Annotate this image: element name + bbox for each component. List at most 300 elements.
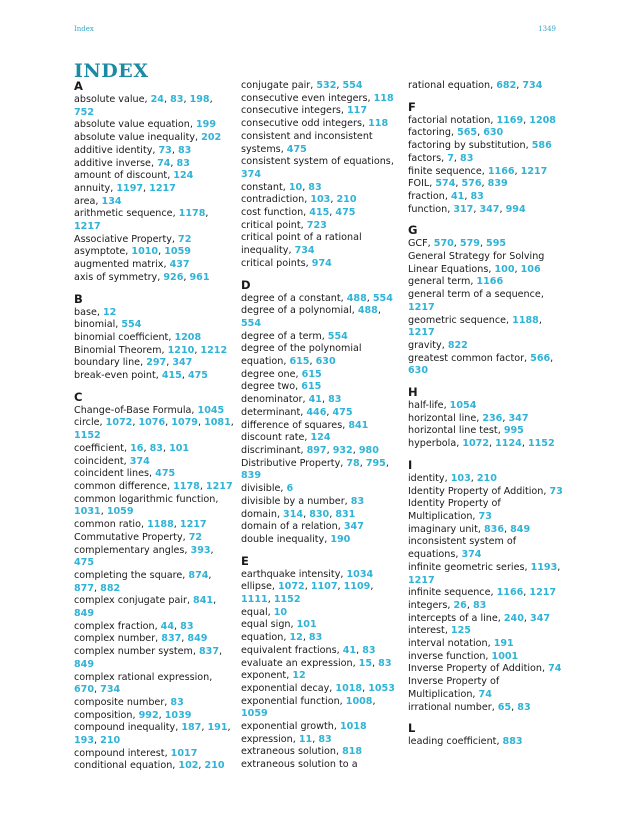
page-reference-link[interactable]: 437 — [169, 259, 190, 271]
page-reference-link[interactable]: 1017 — [170, 747, 198, 759]
page-reference-link[interactable]: 849 — [187, 633, 208, 645]
page-reference-link[interactable]: 101 — [296, 619, 317, 631]
index-entry: half-life, 1054 — [408, 400, 477, 412]
index-entry: horizontal line test, 995 — [408, 425, 524, 437]
page-reference-link[interactable]: 83 — [470, 190, 484, 202]
page-reference-link[interactable]: 1217 — [520, 165, 548, 177]
page-reference-link[interactable]: 72 — [188, 531, 203, 543]
page-reference-link[interactable]: 347 — [479, 203, 500, 215]
page-reference-link[interactable]: 12 — [102, 306, 117, 318]
index-entry: determinant, 446, 475 — [241, 406, 353, 418]
index-term: horizontal line test — [408, 425, 498, 437]
page-reference-link[interactable]: 1210 — [167, 344, 195, 356]
index-entry: intercepts of a line, 240, 347 — [408, 612, 551, 624]
index-term: leading coefficient — [408, 736, 497, 748]
page-reference-link[interactable]: 723 — [306, 219, 327, 231]
page-reference-link[interactable]: 475 — [74, 557, 95, 569]
page-reference-link[interactable]: 1111 — [241, 594, 268, 606]
page-reference-link[interactable]: 73 — [158, 144, 172, 156]
page-reference-link[interactable]: 586 — [531, 140, 552, 152]
index-entry: conditional equation, 102, 210 — [74, 760, 225, 772]
page-reference-link[interactable]: 1010 — [131, 246, 159, 258]
page-reference-link[interactable]: 839 — [241, 470, 262, 482]
index-term: discriminant — [241, 444, 301, 456]
page-reference-link[interactable]: 83 — [149, 442, 163, 454]
index-term: Inverse Property of Multiplication — [408, 676, 500, 700]
index-term: binomial — [74, 319, 116, 331]
page-reference-link[interactable]: 795 — [365, 457, 386, 469]
page-reference-link[interactable]: 1072 — [105, 417, 133, 429]
index-term: augmented matrix — [74, 259, 164, 271]
index-entry: evaluate an expression, 15, 83 — [241, 657, 392, 669]
page-reference-link[interactable]: 83 — [472, 599, 487, 611]
page-reference-link[interactable]: 570 — [433, 238, 454, 250]
page-reference-link[interactable]: 210 — [476, 472, 497, 484]
index-term: absolute value — [74, 94, 145, 105]
page-reference-link[interactable]: 1217 — [529, 587, 557, 599]
page-reference-link[interactable]: 101 — [169, 442, 190, 454]
page-reference-link[interactable]: 1208 — [529, 114, 556, 126]
index-term: compound inequality — [74, 722, 176, 734]
index-term: asymptote — [74, 246, 126, 258]
page-reference-link[interactable]: 41 — [450, 190, 465, 202]
page-reference-link[interactable]: 1166 — [487, 165, 515, 177]
index-term: base — [74, 306, 97, 318]
index-term: exponent — [241, 670, 287, 682]
page-reference-link[interactable]: 44 — [160, 620, 175, 632]
page-reference-link[interactable]: 106 — [520, 263, 541, 275]
page-reference-link[interactable]: 15 — [358, 657, 373, 669]
page-reference-link[interactable]: 41 — [308, 394, 322, 406]
page-reference-link[interactable]: 566 — [530, 352, 551, 364]
page-reference-link[interactable]: 670 — [74, 684, 95, 696]
page-reference-link[interactable]: 118 — [368, 118, 389, 130]
index-entry: Inverse Property of Multiplication, 74 — [408, 676, 500, 700]
page-reference-link[interactable]: 10 — [273, 606, 288, 618]
page-reference-link[interactable]: 1197 — [116, 182, 144, 194]
index-term: identity — [408, 472, 445, 484]
page-reference-link[interactable]: 198 — [189, 94, 210, 105]
index-term: complex number — [74, 633, 156, 645]
page-reference-link[interactable]: 7 — [447, 152, 454, 164]
index-column-2 — [241, 80, 401, 772]
page-reference-link[interactable]: 415 — [161, 370, 182, 382]
page-reference-link[interactable]: 78 — [346, 457, 360, 469]
page-reference-link[interactable]: 16 — [130, 442, 144, 454]
page-reference-link[interactable]: 849 — [74, 608, 95, 620]
page-reference-link[interactable]: 83 — [176, 157, 190, 169]
page-reference-link[interactable]: 83 — [170, 696, 184, 708]
index-term: domain — [241, 508, 277, 520]
page-reference-link[interactable]: 1072 — [462, 438, 490, 450]
index-entry: consecutive integers, 117 — [241, 105, 368, 117]
page-reference-link[interactable]: 103 — [450, 472, 471, 484]
page-reference-link[interactable]: 841 — [348, 419, 369, 431]
index-column-3 — [408, 80, 568, 749]
page-reference-link[interactable]: 65 — [497, 701, 512, 713]
page-reference-link[interactable]: 883 — [502, 736, 523, 748]
page-reference-link[interactable]: 10 — [288, 181, 303, 193]
page-reference-link[interactable]: 347 — [530, 612, 551, 624]
page-reference-link[interactable]: 1166 — [476, 276, 504, 288]
page-reference-link[interactable]: 554 — [372, 292, 393, 304]
index-term: coincident — [74, 455, 124, 467]
page-reference-link[interactable]: 574 — [435, 178, 456, 190]
page-reference-link[interactable]: 475 — [286, 143, 307, 155]
index-term: general term of a sequence — [408, 289, 541, 301]
page-reference-link[interactable]: 1152 — [273, 594, 301, 606]
page-reference-link[interactable]: 1212 — [200, 344, 228, 356]
page-reference-link[interactable]: 974 — [311, 257, 332, 269]
page-reference-link[interactable]: 125 — [450, 625, 471, 637]
index-term: critical points — [241, 257, 306, 269]
page-reference-link[interactable]: 73 — [478, 510, 492, 522]
page-reference-link[interactable]: 837 — [161, 633, 182, 645]
index-column-1 — [74, 80, 234, 773]
index-term: absolute value equation — [74, 119, 190, 131]
page-reference-link[interactable]: 193 — [74, 735, 95, 747]
index-entry: discount rate, 124 — [241, 432, 331, 444]
index-term: determinant — [241, 406, 301, 418]
page-reference-link[interactable]: 103 — [310, 194, 331, 206]
index-term: axis of symmetry — [74, 271, 158, 283]
index-entry: factorial notation, 1169, 1208 — [408, 114, 556, 126]
page-reference-link[interactable]: 1031 — [74, 506, 101, 518]
page-reference-link[interactable]: 12 — [292, 670, 306, 682]
page-reference-link[interactable]: 932 — [332, 444, 353, 456]
page-reference-link[interactable]: 830 — [309, 508, 330, 520]
running-header — [74, 25, 556, 33]
index-entry: complex number system, 837, 849 — [74, 646, 223, 670]
section-letter: C — [74, 389, 83, 404]
page-reference-link[interactable]: 837 — [199, 646, 220, 658]
page-reference-link[interactable]: 1178 — [173, 480, 200, 492]
index-term: infinite sequence — [408, 587, 491, 599]
page-reference-link[interactable]: 1152 — [527, 438, 555, 450]
page-reference-link[interactable]: 554 — [121, 319, 142, 331]
page-reference-link[interactable]: 210 — [204, 760, 225, 772]
page-reference-link[interactable]: 615 — [301, 381, 322, 393]
index-entry: annuity, 1197, 1217 — [74, 182, 176, 194]
page-reference-link[interactable]: 1217 — [408, 574, 435, 586]
page-reference-link[interactable]: 191 — [207, 722, 228, 734]
page-reference-link[interactable]: 874 — [188, 569, 209, 581]
page-reference-link[interactable]: 1169 — [496, 114, 524, 126]
page-reference-link[interactable]: 1193 — [530, 561, 558, 573]
page-reference-link[interactable]: 190 — [330, 533, 351, 545]
index-entry: compound interest, 1017 — [74, 747, 198, 759]
page-reference-link[interactable]: 191 — [493, 638, 514, 650]
page-reference-link[interactable]: 83 — [378, 657, 392, 669]
page-reference-link[interactable]: 1178 — [178, 208, 206, 220]
page-reference-link[interactable]: 1045 — [197, 404, 225, 416]
page-reference-link[interactable]: 347 — [172, 357, 193, 369]
page-reference-link[interactable]: 1081 — [204, 417, 231, 429]
page-reference-link[interactable]: 374 — [241, 168, 262, 180]
index-term: factorial notation — [408, 114, 491, 126]
page-reference-link[interactable]: 1107 — [310, 581, 338, 593]
page-reference-link[interactable]: 849 — [510, 523, 531, 535]
index-term: degree one — [241, 368, 296, 380]
index-entry: composite number, 83 — [74, 696, 184, 708]
page-reference-link[interactable]: 841 — [193, 595, 214, 607]
page-reference-link[interactable]: 682 — [496, 80, 517, 91]
page-reference-link[interactable]: 83 — [170, 94, 184, 105]
page-reference-link[interactable]: 836 — [483, 523, 505, 535]
index-term: Identity Property of Addition — [408, 485, 544, 497]
page-reference-link[interactable]: 41 — [342, 644, 357, 656]
page-reference-link[interactable]: 374 — [461, 549, 482, 561]
page-reference-link[interactable]: 72 — [178, 233, 192, 245]
page-reference-link[interactable]: 374 — [129, 455, 150, 467]
page-reference-link[interactable]: 849 — [74, 658, 95, 670]
page-reference-link[interactable]: 83 — [517, 701, 531, 713]
index-term: general term — [408, 276, 471, 288]
page-reference-link[interactable]: 1072 — [278, 581, 305, 593]
index-term: composite number — [74, 696, 165, 708]
page-reference-link[interactable]: 83 — [362, 644, 376, 656]
page-reference-link[interactable]: 1053 — [368, 682, 395, 694]
page-reference-link[interactable]: 752 — [74, 106, 95, 118]
index-term: compound interest — [74, 747, 165, 759]
page-reference-link[interactable]: 1008 — [345, 695, 373, 707]
index-entry: common logarithmic function, 1031, 1059 — [74, 493, 219, 518]
page-reference-link[interactable]: 1124 — [495, 438, 522, 450]
page-reference-link[interactable]: 475 — [187, 370, 208, 382]
page-reference-link[interactable]: 818 — [342, 746, 363, 758]
index-term: arithmetic sequence — [74, 208, 173, 220]
page-reference-link[interactable]: 83 — [180, 620, 194, 632]
page-reference-link[interactable]: 210 — [336, 194, 357, 206]
page-reference-link[interactable]: 877 — [74, 582, 95, 594]
index-term: FOIL — [408, 178, 430, 190]
page-reference-link[interactable]: 630 — [408, 365, 429, 377]
index-term: complex rational expression — [74, 671, 210, 683]
page-reference-link[interactable]: 74 — [548, 663, 562, 675]
index-term: degree of a term — [241, 330, 322, 342]
index-entry: exponential function, 1008, 1059 — [241, 695, 376, 720]
index-term: half-life — [408, 400, 444, 412]
page-reference-link[interactable]: 26 — [453, 599, 467, 611]
page-reference-link[interactable]: 992 — [138, 709, 159, 721]
index-term: boundary line — [74, 357, 141, 369]
index-term: greatest common factor — [408, 352, 525, 364]
index-entry: Identity Property of Multiplication, 73 — [408, 498, 501, 522]
index-entry: horizontal line, 236, 347 — [408, 412, 529, 424]
index-term: divisible by a number — [241, 495, 345, 507]
page-reference-link[interactable]: 995 — [503, 425, 524, 437]
index-entry: interval notation, 191 — [408, 638, 514, 650]
page-reference-link[interactable]: 926 — [163, 271, 184, 283]
index-entry: FOIL, 574, 576, 839 — [408, 178, 508, 190]
page-reference-link[interactable]: 1188 — [147, 519, 174, 531]
page-reference-link[interactable]: 1079 — [171, 417, 198, 429]
index-entry: degree of a term, 554 — [241, 330, 348, 342]
page-reference-link[interactable]: 124 — [310, 432, 331, 444]
index-entry: coincident, 374 — [74, 455, 150, 467]
index-entry: inverse function, 1001 — [408, 650, 519, 662]
page-reference-link[interactable]: 6 — [286, 483, 294, 495]
page-reference-link[interactable]: 615 — [301, 368, 322, 380]
section-letter: H — [408, 385, 418, 400]
page-reference-link[interactable]: 532 — [316, 80, 337, 91]
index-entry: exponential growth, 1018 — [241, 721, 367, 733]
page-reference-link[interactable]: 475 — [335, 207, 356, 219]
page-reference-link[interactable]: 297 — [146, 357, 167, 369]
page-reference-link[interactable]: 12 — [289, 632, 303, 644]
page-reference-link[interactable]: 347 — [343, 521, 364, 533]
page-reference-link[interactable]: 488 — [357, 305, 378, 317]
page-reference-link[interactable]: 102 — [178, 760, 199, 772]
index-entry: cost function, 415, 475 — [241, 207, 356, 219]
page-reference-link[interactable]: 1018 — [339, 721, 367, 733]
page-reference-link[interactable]: 210 — [100, 735, 121, 747]
page-reference-link[interactable]: 1208 — [174, 331, 202, 343]
index-term: fraction — [408, 190, 445, 202]
page-reference-link[interactable]: 1059 — [106, 506, 134, 518]
index-term: coincident lines — [74, 468, 150, 480]
page-reference-link[interactable]: 1034 — [346, 568, 374, 580]
page-reference-link[interactable]: 74 — [157, 157, 171, 169]
page-reference-link[interactable]: 565 — [457, 127, 478, 139]
page-reference-link[interactable]: 11 — [298, 733, 313, 745]
index-term: interval notation — [408, 638, 488, 650]
page-reference-link[interactable]: 83 — [318, 733, 332, 745]
page-reference-link[interactable]: 100 — [494, 263, 515, 275]
page-reference-link[interactable]: 1188 — [512, 314, 539, 326]
page-reference-link[interactable]: 74 — [478, 688, 492, 700]
index-term: contradiction — [241, 194, 305, 206]
page-reference-link[interactable]: 630 — [315, 356, 336, 368]
index-entry: factoring, 565, 630 — [408, 127, 504, 139]
page-reference-link[interactable]: 199 — [196, 119, 217, 131]
index-term: exponential growth — [241, 721, 334, 733]
page-reference-link[interactable]: 595 — [486, 238, 507, 250]
page-reference-link[interactable]: 236 — [482, 412, 503, 424]
page-reference-link[interactable]: 1039 — [164, 709, 192, 721]
index-entry: conjugate pair, 532, 554 — [241, 80, 363, 91]
page-reference-link[interactable]: 83 — [350, 495, 365, 507]
page-reference-link[interactable]: 1059 — [241, 708, 268, 720]
index-term: divisible — [241, 483, 281, 495]
index-term: additive inverse — [74, 157, 151, 169]
index-entry: denominator, 41, 83 — [241, 394, 342, 406]
page-reference-link[interactable]: 897 — [306, 444, 327, 456]
page-reference-link[interactable]: 839 — [487, 178, 508, 190]
page-reference-link[interactable]: 734 — [100, 684, 121, 696]
index-term: factors — [408, 152, 442, 164]
page-reference-link[interactable]: 187 — [181, 722, 202, 734]
page-reference-link[interactable]: 117 — [347, 105, 368, 117]
index-term: completing the square — [74, 569, 183, 581]
page-reference-link[interactable]: 83 — [328, 394, 342, 406]
page-reference-link[interactable]: 831 — [335, 508, 356, 520]
page-reference-link[interactable]: 124 — [173, 170, 194, 182]
page-reference-link[interactable]: 576 — [461, 178, 482, 190]
index-term: General Strategy for Solving Linear Equations — [408, 251, 545, 275]
page-reference-link[interactable]: 1166 — [496, 587, 524, 599]
page-reference-link[interactable]: 1018 — [335, 682, 363, 694]
page-reference-link[interactable]: 554 — [327, 330, 348, 342]
page-reference-link[interactable]: 24 — [150, 94, 164, 105]
index-entry: degree two, 615 — [241, 381, 322, 393]
page-reference-link[interactable]: 83 — [177, 144, 192, 156]
index-term: conditional equation — [74, 760, 173, 772]
page-reference-link[interactable]: 202 — [201, 132, 222, 144]
page-reference-link[interactable]: 314 — [283, 508, 304, 520]
page-reference-link[interactable]: 1217 — [179, 519, 207, 531]
page-reference-link[interactable]: 1076 — [138, 417, 166, 429]
page-reference-link[interactable]: 475 — [332, 406, 353, 418]
index-term: conjugate pair — [241, 80, 311, 91]
page-reference-link[interactable]: 734 — [522, 80, 543, 91]
page-reference-link[interactable]: 134 — [101, 195, 122, 207]
page-reference-link[interactable]: 1217 — [205, 480, 233, 492]
page-reference-link[interactable]: 118 — [373, 92, 394, 104]
page-reference-link[interactable]: 240 — [503, 612, 524, 624]
index-term: factoring — [408, 127, 451, 139]
index-term: imaginary unit — [408, 523, 478, 535]
page-reference-link[interactable]: 615 — [289, 356, 310, 368]
page-reference-link[interactable]: 554 — [342, 80, 363, 91]
page-reference-link[interactable]: 1059 — [164, 246, 191, 258]
page-reference-link[interactable]: 347 — [508, 412, 529, 424]
index-entry: constant, 10, 83 — [241, 181, 322, 193]
page-reference-link[interactable]: 630 — [483, 127, 504, 139]
page-reference-link[interactable]: 734 — [294, 245, 315, 257]
page-reference-link[interactable]: 1217 — [149, 182, 176, 194]
index-entry: rational equation, 682, 734 — [408, 80, 543, 91]
index-entry: expression, 11, 83 — [241, 733, 332, 745]
page-reference-link[interactable]: 83 — [308, 632, 323, 644]
page-reference-link[interactable]: 415 — [309, 207, 330, 219]
index-entry: composition, 992, 1039 — [74, 709, 192, 721]
page-reference-link[interactable]: 1001 — [491, 650, 519, 662]
index-section — [74, 80, 234, 285]
page-reference-link[interactable]: 393 — [190, 544, 211, 556]
index-section — [408, 80, 568, 93]
index-term: common difference — [74, 480, 167, 492]
page-reference-link[interactable]: 83 — [308, 181, 322, 193]
page-reference-link[interactable]: 1217 — [408, 327, 435, 339]
page-reference-link[interactable]: 1152 — [74, 430, 101, 442]
index-term: Change-of-Base Formula — [74, 404, 192, 416]
page-reference-link[interactable]: 475 — [155, 468, 176, 480]
page-reference-link[interactable]: 446 — [306, 406, 327, 418]
page-reference-link[interactable]: 822 — [447, 339, 468, 351]
index-term: constant — [241, 181, 283, 193]
page-reference-link[interactable]: 73 — [549, 485, 563, 497]
page-reference-link[interactable]: 1217 — [74, 221, 101, 233]
page-reference-link[interactable]: 488 — [346, 292, 367, 304]
page-reference-link[interactable]: 579 — [459, 238, 480, 250]
page-reference-link[interactable]: 961 — [189, 271, 210, 283]
index-term: denominator — [241, 394, 303, 406]
index-entry: absolute value inequality, 202 — [74, 132, 222, 144]
page-reference-link[interactable]: 554 — [241, 317, 262, 329]
page-reference-link[interactable]: 994 — [505, 203, 526, 215]
index-entry: Distributive Property, 78, 795, 839 — [241, 457, 389, 482]
index-term: annuity — [74, 182, 111, 194]
page-reference-link[interactable]: 980 — [358, 444, 379, 456]
index-entry: equal sign, 101 — [241, 619, 317, 631]
page-reference-link[interactable]: 1109 — [343, 581, 371, 593]
page-reference-link[interactable]: 882 — [100, 582, 121, 594]
page-reference-link[interactable]: 83 — [460, 152, 474, 164]
page-reference-link[interactable]: 1054 — [449, 400, 477, 412]
page-reference-link[interactable]: 317 — [453, 203, 474, 215]
page-reference-link[interactable]: 1217 — [408, 301, 435, 313]
